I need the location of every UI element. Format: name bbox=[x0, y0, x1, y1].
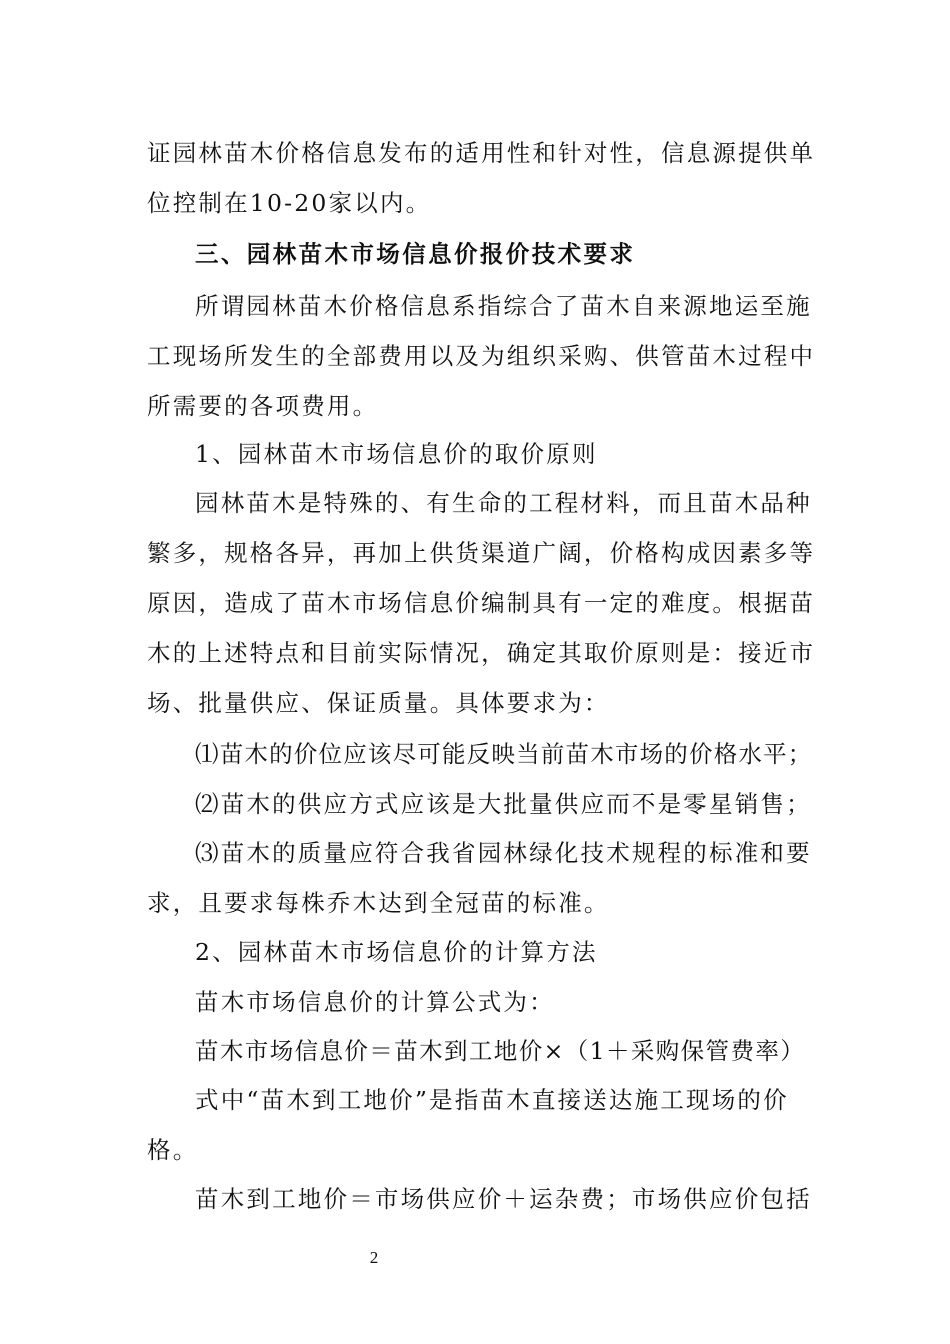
paragraph-formula-explanation: 式中“苗木到工地价”是指苗木直接送达施工现场的价格。 bbox=[147, 1086, 789, 1164]
page-number: 2 bbox=[369, 1248, 379, 1267]
paragraph-continued-info-sources: 证园林苗木价格信息发布的适用性和针对性，信息源提供单位控制在10-20家以内。 bbox=[147, 139, 816, 217]
paragraph-formula: 苗木市场信息价＝苗木到工地价×（1＋采购保管费率） bbox=[195, 1037, 806, 1065]
list-item-quality-standard: ⑶苗木的质量应符合我省园林绿化技术规程的标准和要求，且要求每株乔木达到全冠苗的标准。 bbox=[147, 839, 812, 917]
paragraph-site-price: 苗木到工地价＝市场供应价＋运杂费；市场供应价包括 bbox=[195, 1185, 812, 1213]
paragraph-pricing-principles: 园林苗木是特殊的、有生命的工程材料，而且苗木品种繁多，规格各异，再加上供货渠道广阔，价格构成因素多等原因，造成了苗木市场信息价编制具有一定的难度。根据苗木的上述特点和目前实际情况，确定其取价原则是：接近市场、批量供应、保证质量。具体要求为： bbox=[147, 489, 816, 717]
paragraph-price-definition: 所谓园林苗木价格信息系指综合了苗木自来源地运至施工现场所发生的全部费用以及为组织采购、供管苗木过程中所需要的各项费用。 bbox=[147, 292, 816, 420]
list-item-price-level: ⑴苗木的价位应该尽可能反映当前苗木市场的价格水平； bbox=[195, 740, 813, 768]
paragraph-formula-intro: 苗木市场信息价的计算公式为： bbox=[195, 988, 555, 1016]
subheading-calculation-method: 2、园林苗木市场信息价的计算方法 bbox=[195, 938, 598, 966]
subheading-pricing-principles: 1、园林苗木市场信息价的取价原则 bbox=[195, 440, 598, 468]
list-item-supply-method: ⑵苗木的供应方式应该是大批量供应而不是零星销售； bbox=[195, 790, 812, 818]
section-heading-technical-requirements: 三、园林苗木市场信息价报价技术要求 bbox=[195, 240, 636, 268]
